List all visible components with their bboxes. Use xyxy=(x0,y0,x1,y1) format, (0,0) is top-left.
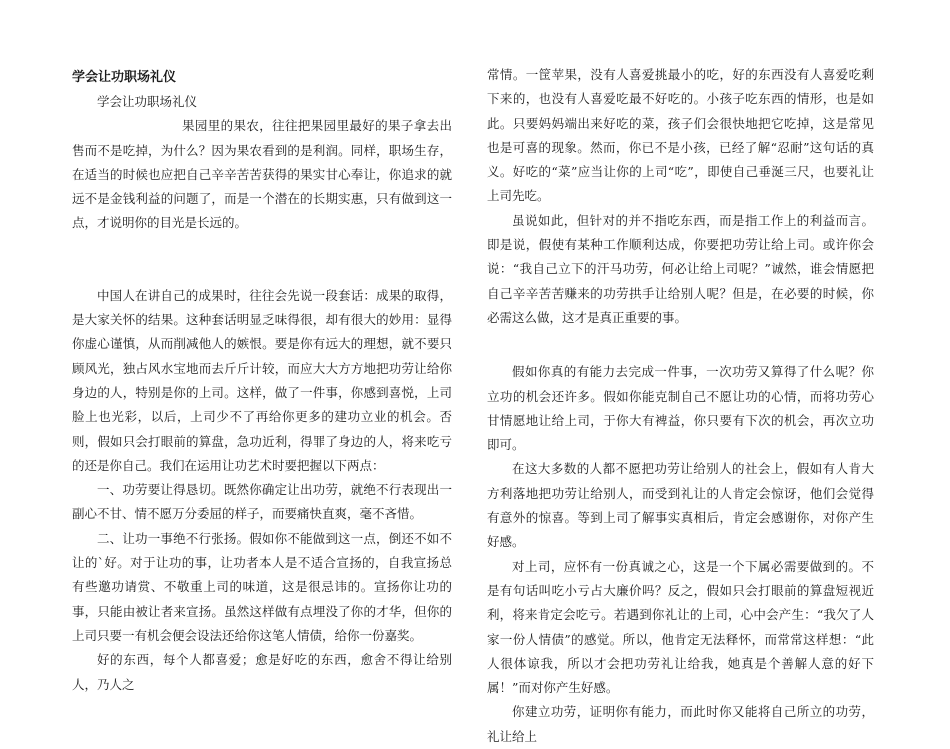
right-column xyxy=(487,63,874,749)
paragraph: 你建立功劳，证明你有能力，而此时你又能将自己所立的功劳，礼让给上 xyxy=(487,704,874,744)
document-subtitle: 学会让功职场礼仪 xyxy=(97,94,198,109)
paragraph: 果园里的果农，往往把果园里最好的果子拿去出售而不是吃掉，为什么？因为果农看到的是利润。同样，职场生存，在适当的时候也应把自己辛辛苦苦获得的果实甘心奉让，你追求的就远不是金钱利益的问题了，而是一个潜在的长期实惠，只有做到这一点，才说明你的目光是长远的。 xyxy=(72,118,452,231)
document-title: 学会让功职场礼仪 xyxy=(72,70,177,85)
left-column xyxy=(72,66,452,697)
paragraph: 在这大多数的人都不愿把功劳让给别人的社会上，假如有人肯大方利落地把功劳让给别人，而受到礼让的人肯定会惊讶，他们会觉得有意外的惊喜。等到上司了解事实真相后，肯定会感谢你，对你产生好感。 xyxy=(487,461,874,550)
paragraph-spacer xyxy=(487,330,874,360)
paragraph: 虽说如此，但针对的并不指吃东西，而是指工作上的利益而言。即是说，假使有某种工作顺利达成，你要把功劳让给上司。或许你会说：“我自己立下的汗马功劳，何必让给上司呢？”诚然，谁会情愿把自己辛辛苦苦赚来的功劳拱手让给别人呢？但是，在必要的时候，你必需这么做，这才是真正重要的事。 xyxy=(487,212,874,325)
paragraph: 中国人在讲自己的成果时，往往会先说一段套话：成果的取得，是大家关怀的结果。这种套话明显乏味得很，却有很大的妙用：显得你虚心谨慎，从而削减他人的嫉恨。要是你有远大的理想，就不要只顾风光，独占风水宝地而去斤斤计较，而应大大方方地把功劳让给你身边的人，特别是你的上司。这样，做了一件事，你感到喜悦，上司脸上也光彩，以后，上司少不了再给你更多的建功立业的机会。否则，假如只会打眼前的算盘，急功近利，得罪了身边的人，将来吃亏的还是你自己。我们在运用让功艺术时要把握以下两点： xyxy=(72,287,452,473)
paragraph: 常情。一筐苹果，没有人喜爱挑最小的吃，好的东西没有人喜爱吃剩下来的，也没有人喜爱吃最不好吃的。小孩子吃东西的情形，也是如此。只要妈妈端出来好吃的菜，孩子们会很快地把它吃掉，这是常见也是可喜的现象。然而，你已不是小孩，已经了解“忍耐”这句话的真义。好吃的“菜”应当让你的上司“吃”，即使自己垂涎三尺，也要礼让上司先吃。 xyxy=(487,67,874,204)
paragraph: 一、功劳要让得恳切。既然你确定让出功劳，就绝不行表现出一副心不甘、情不愿万分委屈的样子，而要痛快直爽，毫不吝惜。 xyxy=(72,482,452,522)
paragraph: 对上司，应怀有一份真诚之心，这是一个下属必需要做到的。不是有句话叫吃小亏占大廉价吗？反之，假如只会打眼前的算盘短视近利，将来肯定会吃亏。若遇到你礼让的上司，心中会产生：“我欠了人家一份人情债”的感觉。所以，他肯定无法释怀，而常常这样想：“此人很体谅我，所以才会把功劳礼让给我，她真是个善解人意的好下属！”而对你产生好感。 xyxy=(487,558,874,696)
paragraph-spacer xyxy=(72,236,452,284)
paragraph: 假如你真的有能力去完成一件事，一次功劳又算得了什么呢？你立功的机会还许多。假如你能克制自己不愿让功的心情，而将功劳心甘情愿地让给上司，于你大有裨益，你只要有下次的机会，再次立功即可。 xyxy=(487,364,874,453)
paragraph: 好的东西，每个人都喜爱；愈是好吃的东西，愈舍不得让给别人，乃人之 xyxy=(72,652,452,692)
paragraph: 二、让功一事绝不行张扬。假如你不能做到这一点，倒还不如不让的`好。对于让功的事，让功者本人是不适合宣扬的，自我宣扬总有些邀功请赏、不敬重上司的味道，这是很忌讳的。宣扬你让功的事，只能由被让者来宣扬。虽然这样做有点埋没了你的才华，但你的上司只要一有机会便会设法还给你这笔人情债，给你一份嘉奖。 xyxy=(72,530,452,643)
